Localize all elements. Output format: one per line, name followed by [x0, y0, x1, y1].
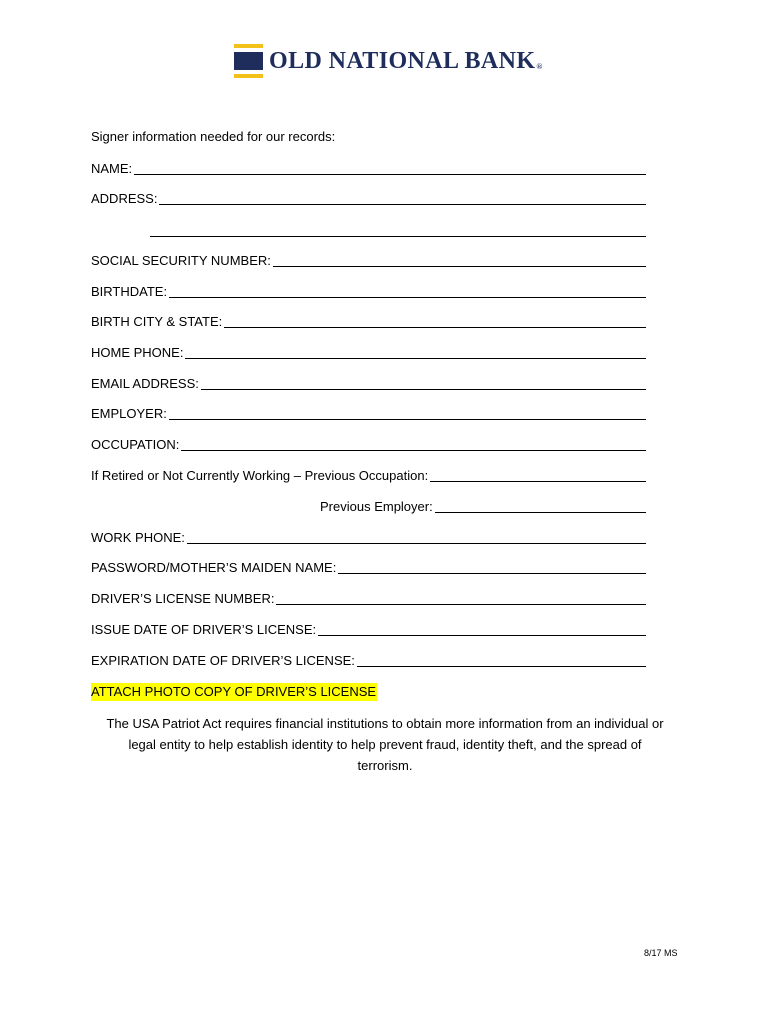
password-line[interactable]: [338, 573, 646, 574]
patriot-act-notice: The USA Patriot Act requires financial institutions to obtain more information from an individual or legal entity to help establish identity to help prevent fraud, identity theft, and the spread of terrorism.: [106, 716, 664, 773]
email-field[interactable]: [91, 375, 646, 393]
birthdate-label: BIRTHDATE:: [91, 284, 168, 299]
password-label: PASSWORD/MOTHER’S MAIDEN NAME:: [91, 560, 337, 575]
home-phone-line[interactable]: [185, 358, 646, 359]
registered-mark: ®: [536, 62, 543, 71]
work-phone-label: WORK PHONE:: [91, 530, 185, 545]
previous-employer-line[interactable]: [435, 512, 646, 513]
birth-city-state-line[interactable]: [224, 327, 646, 328]
dl-issue-date-field[interactable]: [91, 621, 646, 639]
home-phone-label: HOME PHONE:: [91, 345, 184, 360]
birth-city-state-label: BIRTH CITY & STATE:: [91, 314, 223, 329]
ssn-line[interactable]: [273, 266, 646, 267]
address-line[interactable]: [159, 204, 646, 205]
birth-city-state-field[interactable]: [91, 313, 646, 331]
dl-expiration-line[interactable]: [357, 666, 646, 667]
occupation-label: OCCUPATION:: [91, 437, 180, 452]
name-line[interactable]: [134, 174, 646, 175]
work-phone-line[interactable]: [187, 543, 646, 544]
occupation-field[interactable]: [91, 436, 646, 454]
previous-occupation-field[interactable]: [91, 467, 646, 485]
name-field[interactable]: [91, 160, 646, 178]
dl-number-label: DRIVER’S LICENSE NUMBER:: [91, 591, 275, 606]
previous-employer-label: Previous Employer:: [320, 499, 433, 514]
form-revision-code: 8/17 MS: [644, 948, 678, 958]
birthdate-field[interactable]: [91, 283, 646, 301]
attach-license-notice: ATTACH PHOTO COPY OF DRIVER’S LICENSE: [91, 684, 377, 699]
employer-label: EMPLOYER:: [91, 406, 167, 421]
name-label: NAME:: [91, 161, 133, 176]
form-intro: Signer information needed for our records:: [91, 129, 336, 144]
email-line[interactable]: [201, 389, 646, 390]
dl-expiration-field[interactable]: [91, 652, 646, 670]
occupation-line[interactable]: [181, 450, 646, 451]
previous-occupation-label: If Retired or Not Currently Working – Previous Occupation:: [91, 468, 429, 483]
dl-issue-date-label: ISSUE DATE OF DRIVER’S LICENSE:: [91, 622, 317, 637]
dl-issue-date-line[interactable]: [318, 635, 646, 636]
address-label: ADDRESS:: [91, 191, 158, 206]
bank-logo-mark-icon: [234, 44, 263, 78]
ssn-field[interactable]: [91, 252, 646, 270]
dl-number-field[interactable]: [91, 590, 646, 608]
employer-field[interactable]: [91, 405, 646, 423]
password-field[interactable]: [91, 559, 646, 577]
ssn-label: SOCIAL SECURITY NUMBER:: [91, 253, 271, 268]
previous-occupation-line[interactable]: [430, 481, 646, 482]
dl-expiration-label: EXPIRATION DATE OF DRIVER’S LICENSE:: [91, 653, 355, 668]
address-field[interactable]: [91, 190, 646, 208]
work-phone-field[interactable]: [91, 529, 646, 547]
bank-logo: [234, 44, 543, 78]
birthdate-line[interactable]: [169, 297, 646, 298]
email-label: EMAIL ADDRESS:: [91, 376, 199, 391]
employer-line[interactable]: [169, 419, 646, 420]
home-phone-field[interactable]: [91, 344, 646, 362]
address-line-2[interactable]: [150, 236, 646, 237]
bank-name: OLD NATIONAL BANK®: [269, 48, 543, 74]
previous-employer-field[interactable]: [320, 498, 646, 516]
dl-number-line[interactable]: [276, 604, 646, 605]
